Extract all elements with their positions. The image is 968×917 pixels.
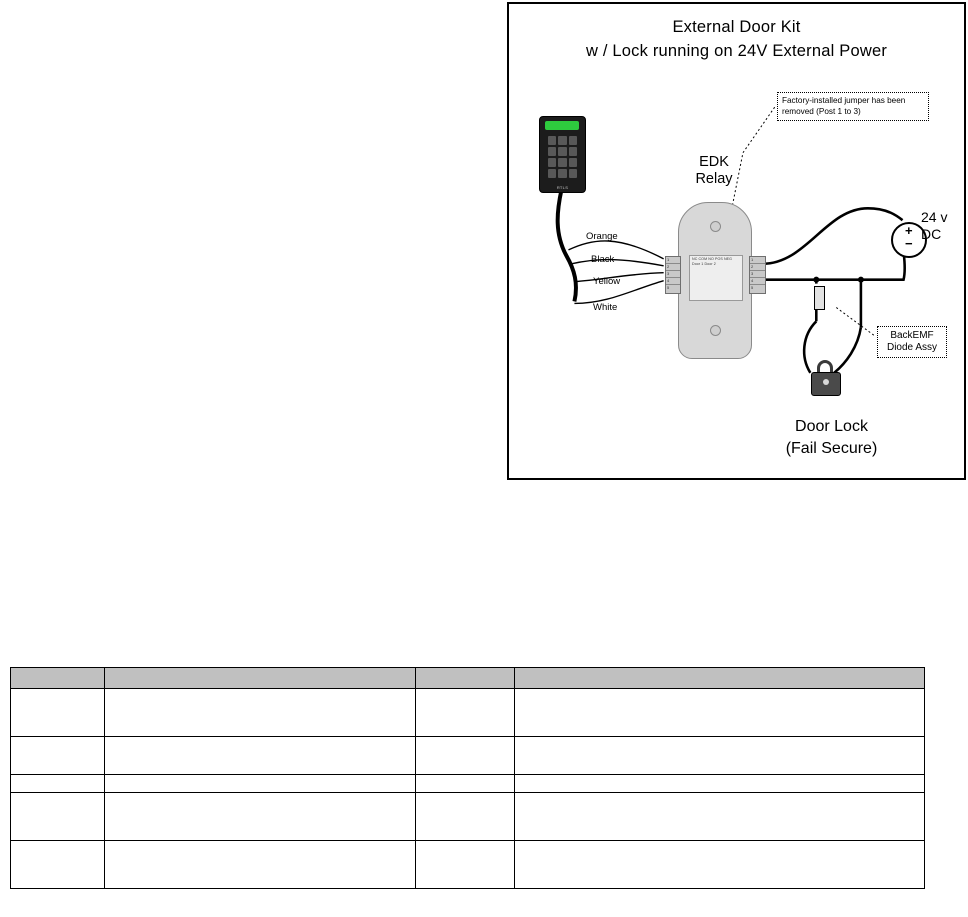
door-lock-caption: [754, 416, 909, 460]
keypad-key: [558, 147, 566, 156]
table-cell: [515, 841, 925, 889]
table-row: [11, 689, 925, 737]
callout-diode-line-1: BackEMF: [890, 330, 934, 341]
keypad-key: [548, 136, 556, 145]
table-cell: [11, 775, 105, 793]
keypad-key: [558, 158, 566, 167]
edk-relay-label-line-2: Relay: [695, 171, 733, 187]
padlock-body-icon: [811, 372, 841, 396]
table-cell: [416, 841, 515, 889]
table-cell: [105, 841, 416, 889]
table-row: [11, 793, 925, 841]
power-label: [921, 209, 947, 243]
relay-mount-screw-top: [710, 221, 721, 232]
keypad-keys: [548, 136, 577, 178]
power-label-line-1: 24 v: [921, 209, 948, 225]
wire-label-orange: Orange: [586, 231, 618, 242]
terminal-row: 1: [666, 257, 680, 264]
keypad-key: [569, 136, 577, 145]
specification-table: [10, 667, 925, 889]
table-cell: [416, 793, 515, 841]
keypad-key: [558, 169, 566, 178]
terminal-row: 2: [750, 264, 765, 271]
table-row: [11, 775, 925, 793]
table-header-row: [11, 668, 925, 689]
table-header-cell: [105, 668, 416, 689]
power-plus-sign: +: [905, 223, 913, 238]
diagram-title-line-2: w / Lock running on 24V External Power: [585, 42, 888, 60]
table-cell: [515, 737, 925, 775]
terminal-row: 2: [666, 264, 680, 271]
keypad-key: [558, 136, 566, 145]
keypad-key: [548, 158, 556, 167]
table-cell: [11, 841, 105, 889]
diagram-title-line-1: External Door Kit: [672, 18, 801, 36]
table-cell: [105, 689, 416, 737]
table-cell: [11, 793, 105, 841]
relay-terminal-block-left: [665, 256, 681, 294]
table-cell: [416, 737, 515, 775]
power-minus-sign: −: [905, 236, 913, 251]
table-cell: [416, 689, 515, 737]
table-header-cell: [416, 668, 515, 689]
terminal-row: 3: [750, 271, 765, 278]
table-row: [11, 841, 925, 889]
terminal-row: 4: [750, 278, 765, 285]
reader-status-led: [545, 121, 579, 130]
terminal-row: 4: [666, 278, 680, 285]
padlock-keyhole: [823, 379, 829, 385]
table-cell: [105, 793, 416, 841]
keypad-reader: [539, 116, 586, 193]
table-cell: [416, 775, 515, 793]
reader-brand-label: RTLS: [556, 185, 569, 190]
edk-relay-label-line-1: EDK: [699, 154, 729, 170]
relay-terminal-block-right: [749, 256, 766, 294]
keypad-key: [569, 158, 577, 167]
relay-mount-screw-bottom: [710, 325, 721, 336]
table-cell: [105, 775, 416, 793]
door-lock-caption-line-1: Door Lock: [795, 418, 868, 435]
keypad-key: [548, 169, 556, 178]
table-cell: [515, 689, 925, 737]
table-cell: [515, 775, 925, 793]
table-cell: [11, 737, 105, 775]
callout-backemf-diode: [877, 326, 947, 358]
table-cell: [11, 689, 105, 737]
callout-jumper-removed: Factory-installed jumper has been removed (Post 1 to 3): [777, 92, 929, 121]
power-label-line-2: DC: [921, 226, 942, 242]
door-lock-caption-line-2: (Fail Secure): [785, 440, 878, 457]
door-kit-diagram-panel: [507, 2, 966, 480]
table-cell: [515, 793, 925, 841]
terminal-row: 5: [667, 285, 670, 290]
edk-relay-label: [669, 154, 759, 188]
edk-relay-body: [678, 202, 752, 359]
table-header-cell: [515, 668, 925, 689]
table-row: [11, 737, 925, 775]
backemf-diode-symbol: [814, 286, 825, 310]
wire-label-black: Black: [591, 254, 615, 265]
table-header-cell: [11, 668, 105, 689]
table-cell: [105, 737, 416, 775]
wire-label-yellow: Yellow: [593, 276, 621, 287]
wire-label-white: White: [593, 302, 618, 313]
relay-circuit-board: [689, 255, 743, 301]
keypad-key: [548, 147, 556, 156]
relay-board-legend: NC COM NO POS NEG Door 1 Door 2: [692, 257, 733, 266]
callout-diode-line-2: Diode Assy: [886, 342, 938, 353]
terminal-row: 1: [750, 257, 765, 264]
keypad-key: [569, 147, 577, 156]
keypad-key: [569, 169, 577, 178]
terminal-row: 3: [666, 271, 680, 278]
terminal-row: 5: [751, 285, 754, 290]
